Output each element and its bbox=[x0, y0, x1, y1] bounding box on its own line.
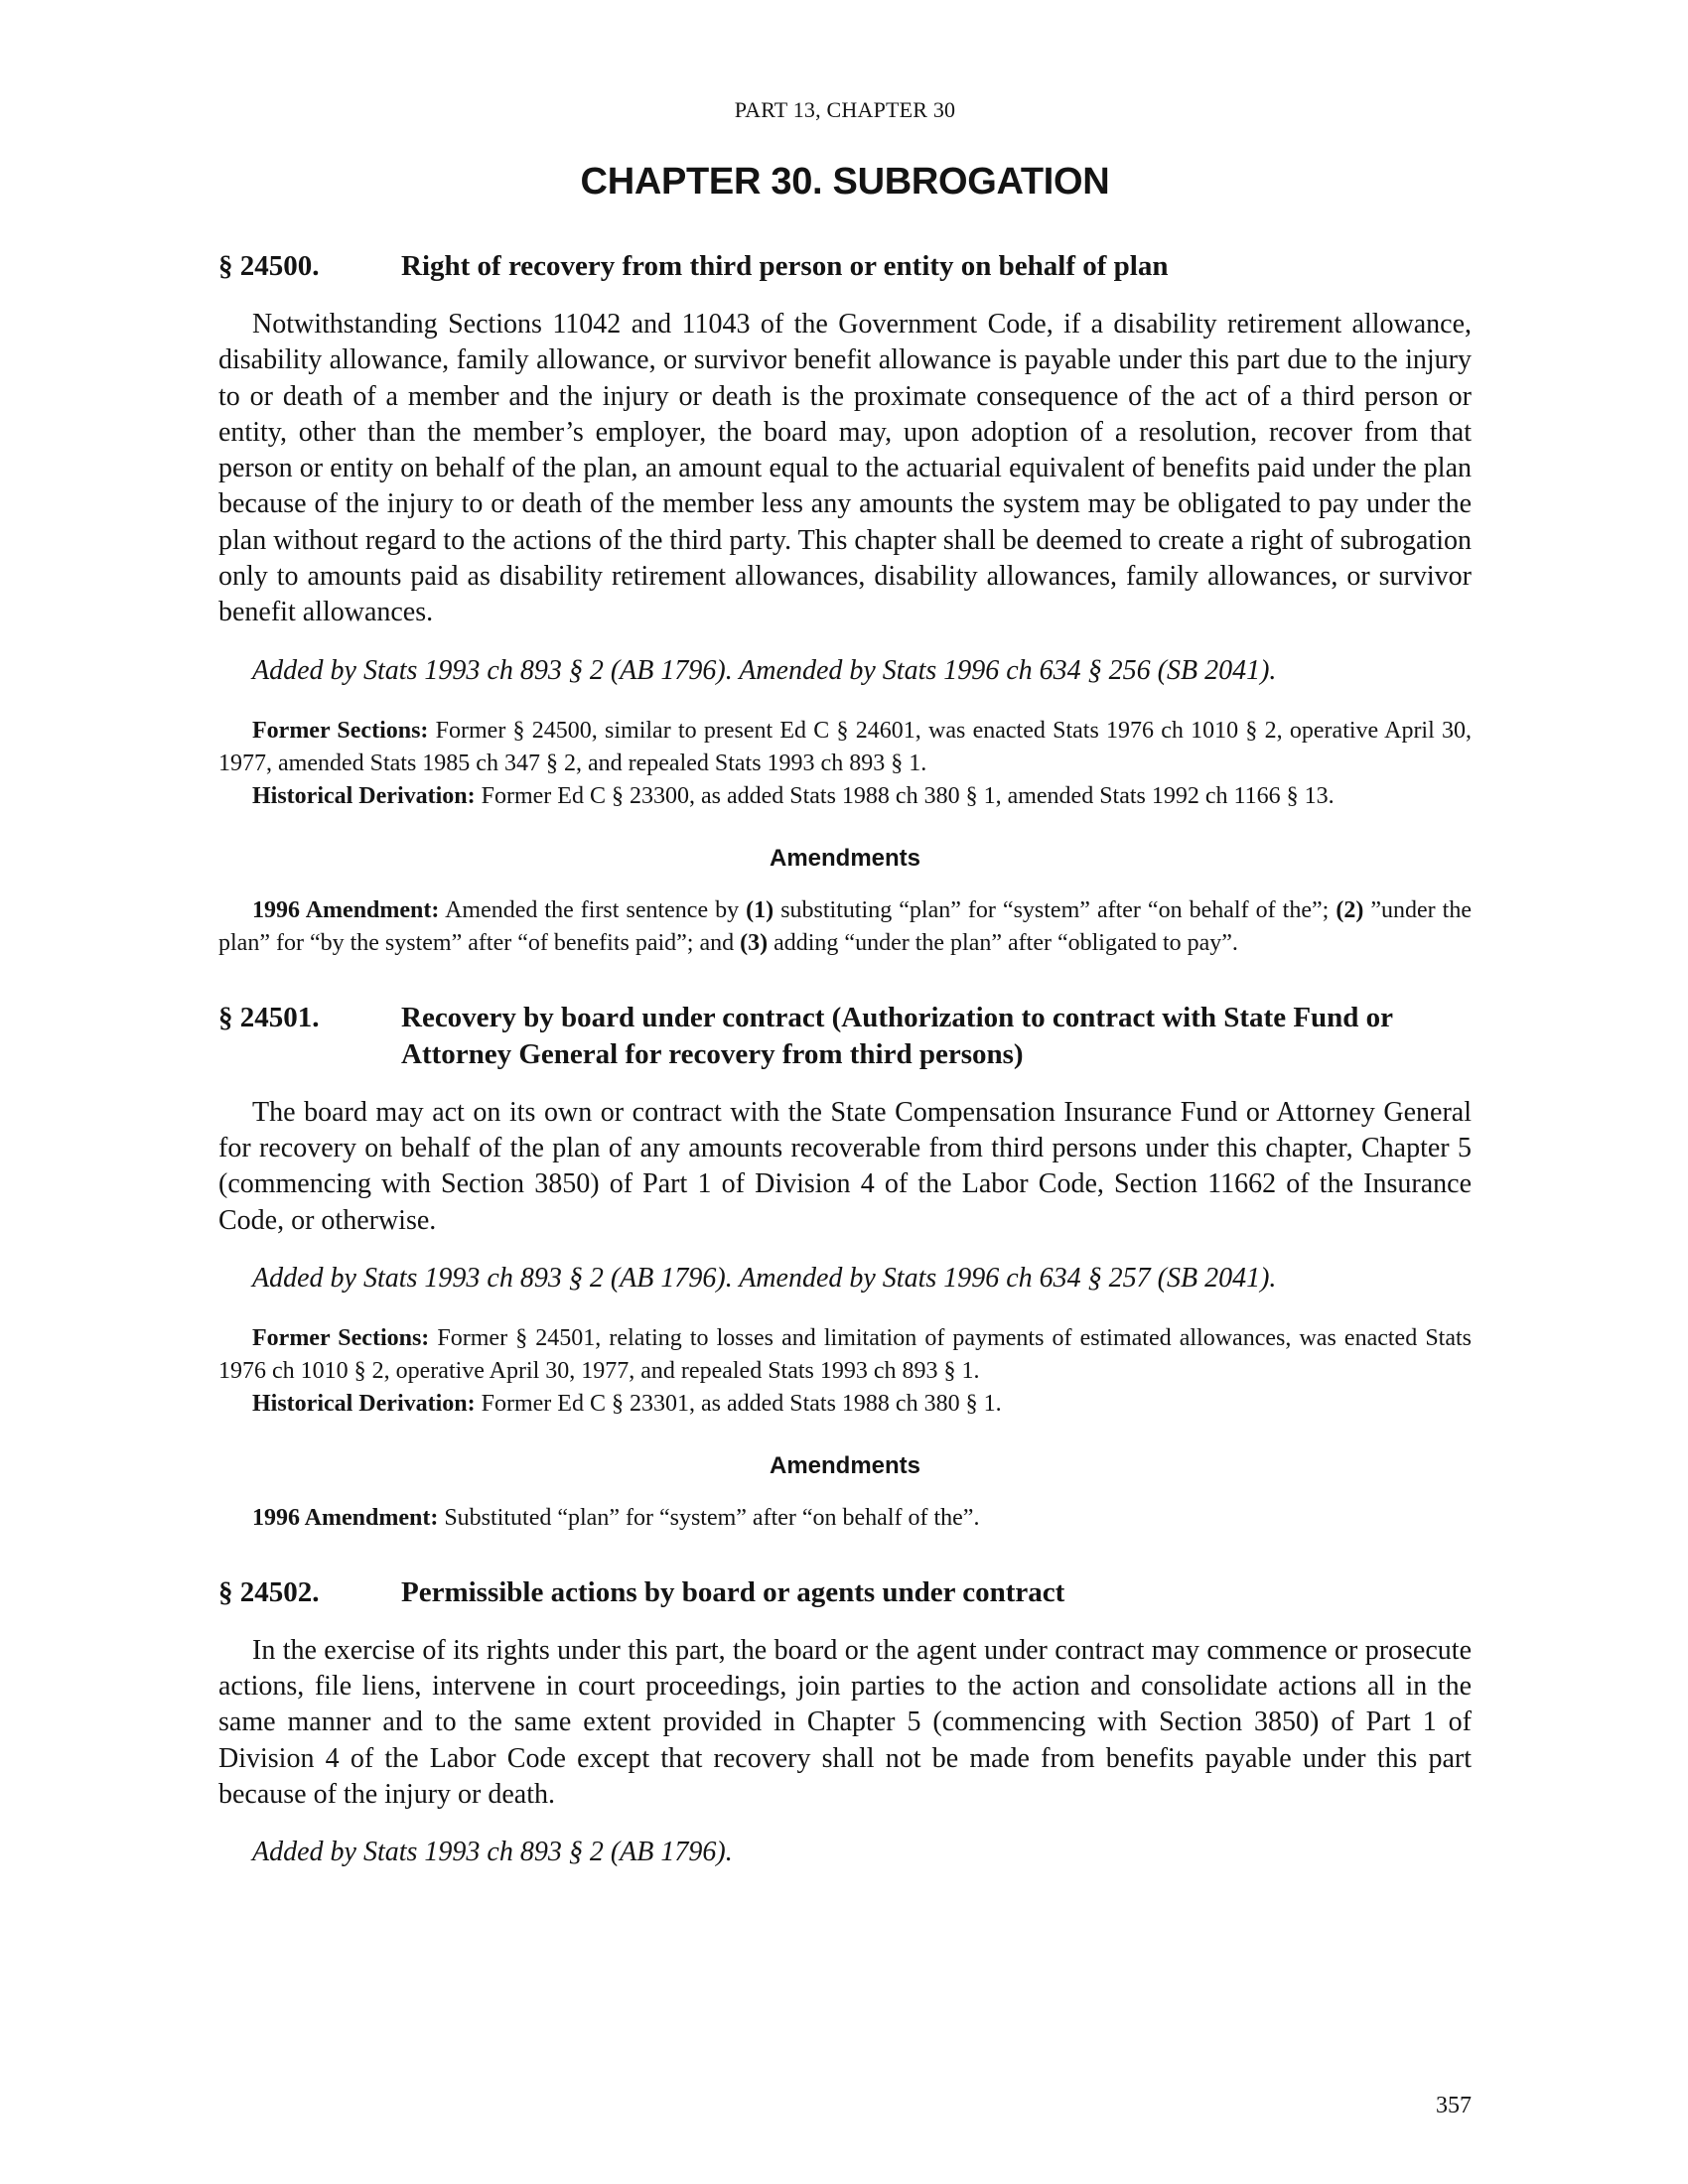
section-heading bbox=[218, 248, 1472, 285]
section-heading bbox=[218, 1574, 1472, 1611]
chapter-title: CHAPTER 30. SUBROGATION bbox=[580, 161, 1110, 203]
section-title: Permissible actions by board or agents under contract bbox=[401, 1575, 1065, 1608]
amendment-text-part: ”under the plan” for “by the system” after “of benefits paid”; and bbox=[218, 896, 1473, 956]
section-number: § 24500. bbox=[218, 250, 320, 282]
amendment-text: Substituted “plan” for “system” after “on behalf of the”. bbox=[438, 1504, 980, 1531]
amendment-text-part: substituting “plan” for “system” after “on behalf of the”; bbox=[774, 896, 1336, 923]
history-note: Added by Stats 1993 ch 893 § 2 (AB 1796). Amended by Stats 1996 ch 634 § 256 (SB 2041). bbox=[252, 654, 1277, 686]
running-head: PART 13, CHAPTER 30 bbox=[734, 97, 956, 122]
former-sections-note bbox=[218, 1322, 1472, 1388]
history-note: Added by Stats 1993 ch 893 § 2 (AB 1796). bbox=[252, 1837, 733, 1868]
notes-block bbox=[218, 1322, 1472, 1421]
section-body: Notwithstanding Sections 11042 and 11043 of the Government Code, if a disability retirement allowance, disability allowance, family allowance, or survivor benefit allowance is payable under this part due to the injury to or death of a member and the injury or death is the proximate consequence of the act of a third person or entity, other than the member’s employer, the board may, upon adoption of a resolution, recover from that person or entity on behalf of the plan, an amount equal to the actuarial equivalent of benefits paid under the plan because of the injury to or death of the member less any amounts the system may be obligated to pay under the plan without regard to the actions of the third party. This chapter shall be deemed to create a right of subrogation only to amounts paid as disability retirement allowances, disability allowances, family allowances, or survivor benefit allowances. bbox=[218, 309, 1472, 628]
amendments-heading: Amendments bbox=[769, 1451, 921, 1479]
former-sections-text: Former § 24501, relating to losses and limitation of payments of estimated allowances, was enacted Stats 1976 ch 1010 § 2, operative April 30, 1977, and repealed Stats 1993 ch 893 § 1. bbox=[218, 1324, 1472, 1384]
historical-derivation-note bbox=[218, 1388, 1472, 1421]
section-body: In the exercise of its rights under this part, the board or the agent under contract may commence or prosecute actions, file liens, intervene in court proceedings, join parties to the action and consolidate actions all in the same manner and to the same extent provided in Chapter 5 (commencing with Section 3850) of Part 1 of Division 4 of the Labor Code except that recovery shall not be made from benefits payable under this part because of the injury or death. bbox=[218, 1634, 1472, 1811]
former-sections-label: Former Sections: bbox=[252, 1324, 430, 1351]
amendment-note bbox=[218, 894, 1472, 960]
section-number: § 24502. bbox=[218, 1575, 320, 1608]
historical-derivation-text: Former Ed C § 23301, as added Stats 1988 ch 380 § 1. bbox=[475, 1390, 1002, 1417]
former-sections-label: Former Sections: bbox=[252, 717, 429, 744]
section-title: Recovery by board under contract (Authorization to contract with State Fund or Attorney General for recovery from third persons) bbox=[401, 1001, 1393, 1070]
section-heading bbox=[218, 1000, 1472, 1073]
former-sections-text: Former § 24500, similar to present Ed C § 24601, was enacted Stats 1976 ch 1010 § 2, operative April 30, 1977, amended Stats 1985 ch 347 § 2, and repealed Stats 1993 ch 893 § 1. bbox=[218, 717, 1473, 776]
document-page bbox=[218, 95, 1472, 2120]
amendment-note bbox=[218, 1502, 1472, 1535]
notes-block bbox=[218, 715, 1472, 813]
section-title: Right of recovery from third person or entity on behalf of plan bbox=[401, 250, 1169, 282]
amendment-item-number: (2) bbox=[1336, 896, 1364, 923]
historical-derivation-note bbox=[218, 780, 1472, 813]
amendment-item-number: (1) bbox=[746, 896, 774, 923]
amendment-text-part: Amended the first sentence by bbox=[439, 896, 747, 923]
section-number: § 24501. bbox=[218, 1001, 320, 1033]
section-24502 bbox=[218, 1574, 1472, 1870]
amendment-label: 1996 Amendment: bbox=[252, 896, 440, 923]
history-note: Added by Stats 1993 ch 893 § 2 (AB 1796). Amended by Stats 1996 ch 634 § 257 (SB 2041). bbox=[252, 1262, 1277, 1294]
page-number: 357 bbox=[1436, 2093, 1472, 2118]
amendment-text-part: adding “under the plan” after “obligated to pay”. bbox=[768, 929, 1238, 956]
section-24501 bbox=[218, 1000, 1472, 1535]
historical-derivation-label: Historical Derivation: bbox=[252, 1390, 476, 1417]
former-sections-note bbox=[218, 715, 1472, 780]
amendment-item-number: (3) bbox=[740, 929, 769, 956]
section-24500 bbox=[218, 248, 1472, 960]
amendment-label: 1996 Amendment: bbox=[252, 1504, 439, 1531]
historical-derivation-label: Historical Derivation: bbox=[252, 782, 476, 809]
historical-derivation-text: Former Ed C § 23300, as added Stats 1988 ch 380 § 1, amended Stats 1992 ch 1166 § 13. bbox=[475, 782, 1335, 809]
amendments-heading: Amendments bbox=[769, 844, 921, 872]
section-body: The board may act on its own or contract with the State Compensation Insurance Fund or Attorney General for recovery on behalf of the plan of any amounts recoverable from third persons under this chapter, Chapter 5 (commencing with Section 3850) of Part 1 of Division 4 of the Labor Code, Section 11662 of the Insurance Code, or otherwise. bbox=[218, 1096, 1472, 1236]
